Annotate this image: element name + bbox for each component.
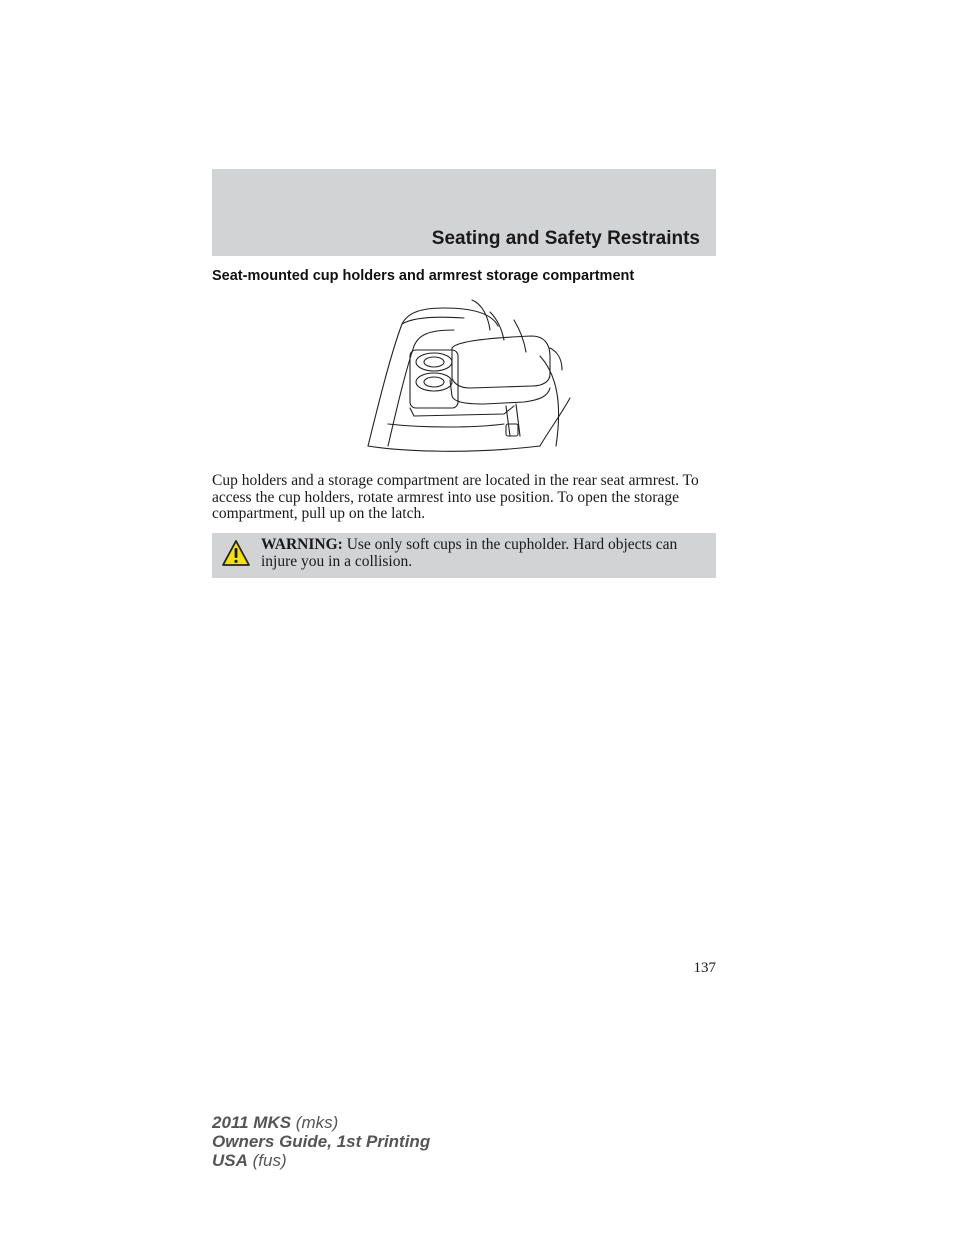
section-title: Seating and Safety Restraints <box>431 228 700 249</box>
rear-seat-armrest-cupholder-illustration <box>364 296 574 458</box>
footer-line-region: USA (fus) <box>212 1151 287 1170</box>
page-number: 137 <box>693 960 716 976</box>
warning-text <box>261 537 711 570</box>
section-body-text: Cup holders and a storage compartment are located in the rear seat armrest. To access the cup holders, rotate armrest into use position. To open the storage compartment, pull up on the latch. <box>212 472 699 522</box>
subsection-heading: Seat-mounted cup holders and armrest storage compartment <box>212 268 635 284</box>
document-footer <box>212 1113 430 1170</box>
warning-box <box>212 533 716 578</box>
section-header-band <box>212 169 716 256</box>
warning-message: Use only soft cups in the cupholder. Hard objects can injure you in a collision. <box>261 536 678 570</box>
footer-line-guide: Owners Guide, 1st Printing <box>212 1132 431 1151</box>
footer-line-model: 2011 MKS (mks) <box>212 1113 339 1132</box>
warning-label: WARNING: <box>261 536 343 553</box>
warning-triangle-icon <box>221 539 251 567</box>
